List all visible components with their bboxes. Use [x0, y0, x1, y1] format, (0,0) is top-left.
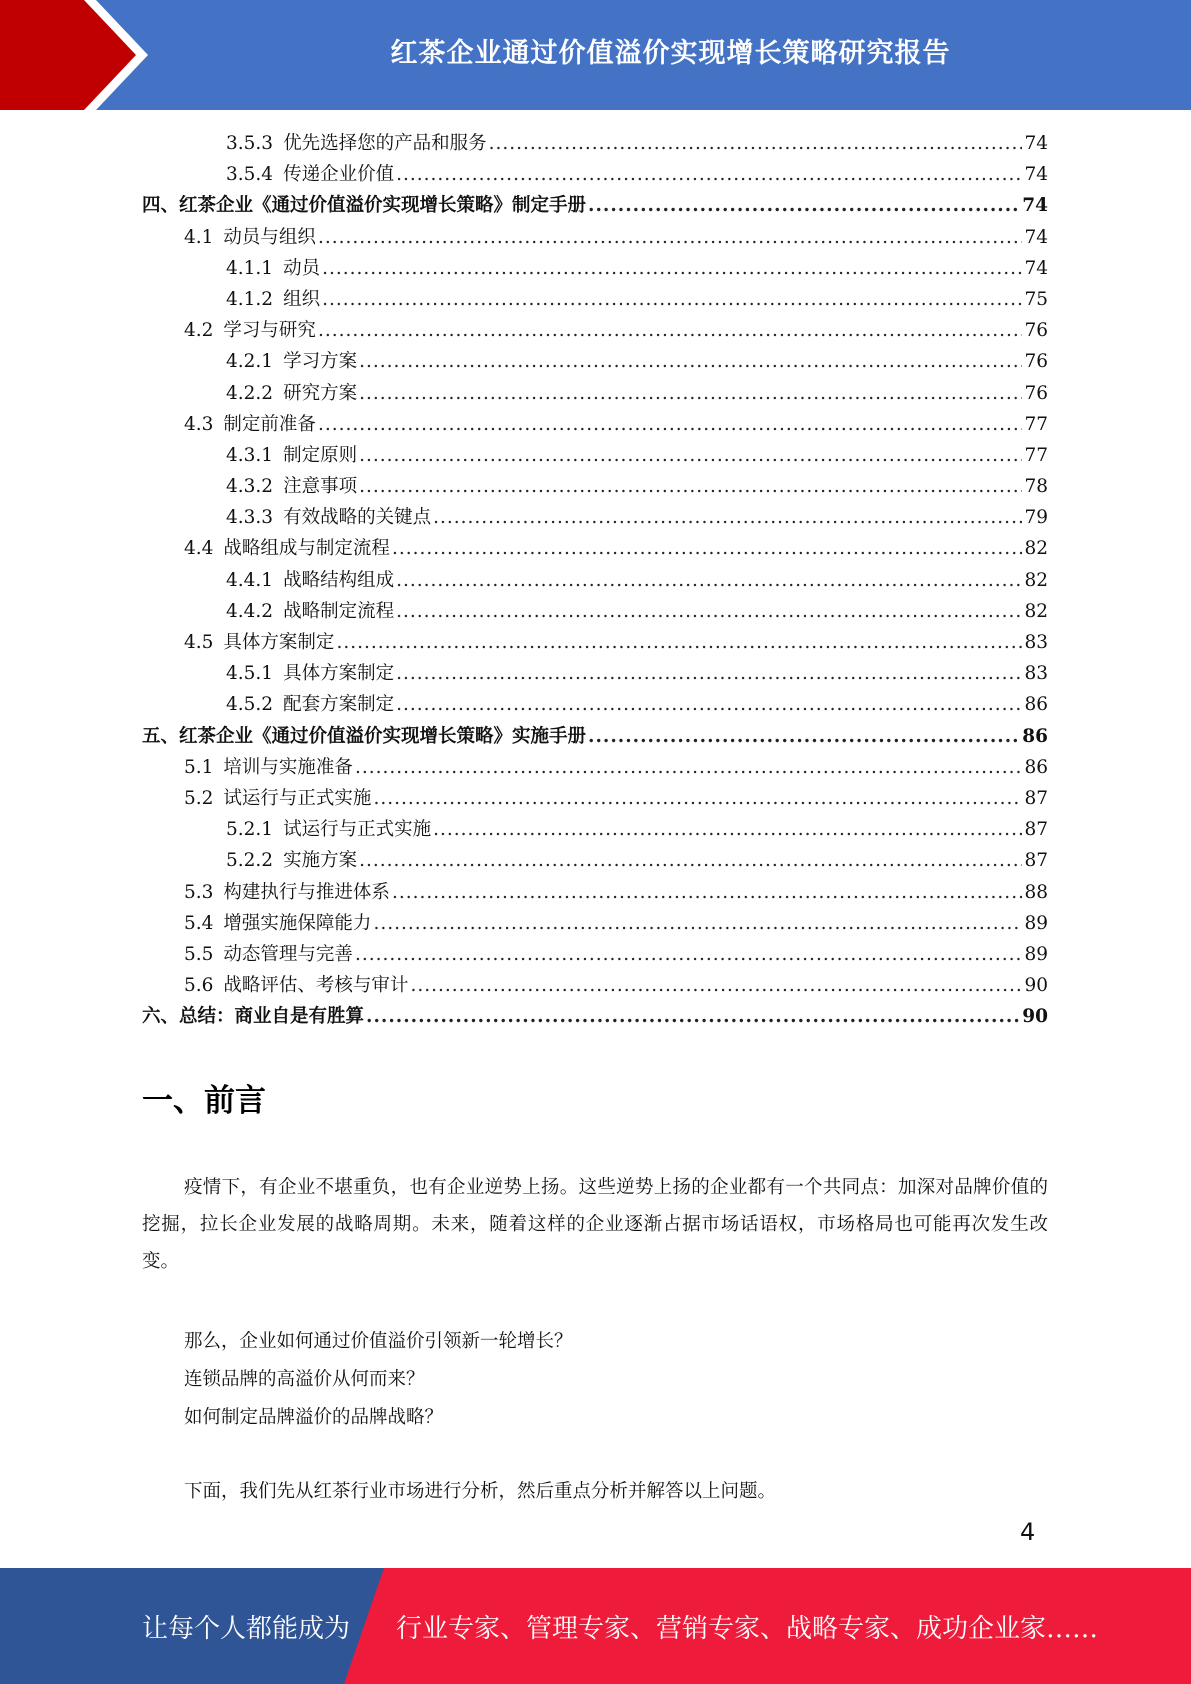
toc-entry[interactable] — [142, 190, 1048, 221]
toc-entry-page: 89 — [1024, 912, 1048, 934]
toc-entry-title: 动态管理与完善 — [223, 943, 353, 965]
toc-dot-leader — [359, 471, 1022, 502]
header-wedge-graphic — [0, 0, 160, 110]
toc-entry[interactable] — [142, 596, 1048, 627]
toc-entry-page: 79 — [1024, 507, 1048, 529]
toc-entry-title: 有效战略的关键点 — [283, 507, 432, 529]
toc-entry-title: 红茶企业《通过价值溢价实现增长策略》实施手册 — [179, 725, 587, 747]
toc-entry[interactable] — [142, 440, 1048, 471]
toc-entry-page: 75 — [1024, 288, 1048, 310]
toc-entry-title: 培训与实施准备 — [223, 756, 353, 778]
toc-dot-leader — [396, 596, 1022, 627]
toc-entry-number: 5.2.2 — [226, 850, 274, 872]
toc-dot-leader — [336, 627, 1022, 658]
toc-entry-title: 制定前准备 — [223, 413, 316, 435]
toc-entry-page: 88 — [1024, 881, 1048, 903]
toc-entry[interactable] — [142, 346, 1048, 377]
toc-entry-number: 4.1 — [184, 226, 214, 248]
toc-entry[interactable] — [142, 533, 1048, 564]
toc-dot-leader — [588, 721, 1020, 752]
toc-entry-title: 组织 — [283, 288, 321, 310]
toc-entry-page: 86 — [1022, 725, 1048, 747]
toc-entry-page: 87 — [1024, 787, 1048, 809]
toc-entry-page: 90 — [1024, 975, 1048, 997]
toc-entry-number: 4.1.1 — [226, 257, 274, 279]
toc-entry-number: 3.5.4 — [226, 164, 274, 186]
toc-entry-title: 学习与研究 — [223, 320, 316, 342]
toc-entry-number: 五、 — [142, 725, 180, 747]
toc-entry-page: 74 — [1024, 133, 1048, 154]
toc-entry-page: 86 — [1024, 694, 1048, 716]
toc-dot-leader — [359, 346, 1022, 377]
toc-entry-title: 实施方案 — [283, 850, 358, 872]
toc-entry[interactable] — [142, 908, 1048, 939]
intro-paragraph: 疫情下，有企业不堪重负，也有企业逆势上扬。这些逆势上扬的企业都有一个共同点：加深对品牌价值的挖掘，拉长企业发展的战略周期。未来，随着这样的企业逐渐占据市场话语权，市场格局也可能再次发生改变。 — [142, 1177, 1048, 1272]
toc-entry-title: 战略结构组成 — [283, 569, 395, 591]
toc-entry-title: 配套方案制定 — [283, 694, 395, 716]
toc-entry[interactable] — [142, 159, 1048, 190]
toc-entry-page: 77 — [1024, 413, 1048, 435]
section-title: 一、前言 — [142, 1083, 266, 1119]
toc-entry-page: 77 — [1024, 444, 1048, 466]
toc-dot-leader — [489, 128, 1023, 159]
toc-entry-title: 具体方案制定 — [283, 663, 395, 685]
toc-entry-number: 4.5 — [184, 632, 214, 653]
toc-entry-number: 4.3 — [184, 413, 214, 435]
toc-entry-title: 优先选择您的产品和服务 — [283, 133, 487, 154]
toc-dot-leader — [359, 440, 1022, 471]
toc-entry-page: 76 — [1024, 320, 1048, 342]
toc-dot-leader — [359, 378, 1022, 409]
toc-dot-leader — [322, 284, 1022, 315]
toc-dot-leader — [392, 877, 1023, 908]
toc-entry-page: 87 — [1024, 819, 1048, 841]
toc-entry-number: 5.6 — [184, 975, 214, 997]
toc-entry-number: 5.1 — [184, 756, 214, 778]
toc-dot-leader — [318, 409, 1023, 440]
question-item: 那么，企业如何通过价值溢价引领新一轮增长？ — [184, 1331, 573, 1352]
question-item: 连锁品牌的高溢价从何而来？ — [184, 1369, 425, 1390]
toc-entry-number: 5.3 — [184, 881, 214, 903]
toc-dot-leader — [396, 565, 1022, 596]
footer-slogan-left: 让每个人都能成为 — [142, 1613, 351, 1644]
toc-entry[interactable] — [142, 471, 1048, 502]
footer-slogan-right: 行业专家、管理专家、营销专家、战略专家、成功企业家…… — [396, 1613, 1099, 1644]
toc-entry-title: 传递企业价值 — [283, 164, 395, 186]
header-red-arrow — [0, 0, 136, 110]
toc-entry-title: 研究方案 — [283, 382, 358, 404]
toc-dot-leader — [355, 939, 1023, 970]
toc-entry[interactable] — [142, 658, 1048, 689]
toc-dot-leader — [433, 502, 1022, 533]
toc-entry-page: 86 — [1024, 756, 1048, 778]
toc-entry[interactable] — [142, 378, 1048, 409]
toc-entry[interactable] — [142, 284, 1048, 315]
toc-entry-number: 5.5 — [184, 943, 214, 965]
toc-entry-page: 74 — [1024, 257, 1048, 279]
toc-entry[interactable] — [142, 502, 1048, 533]
toc-entry-page: 78 — [1024, 476, 1048, 498]
toc-entry[interactable] — [142, 783, 1048, 814]
toc-dot-leader — [366, 1001, 1020, 1032]
toc-dot-leader — [392, 533, 1023, 564]
toc-entry-page: 74 — [1024, 226, 1048, 248]
toc-entry[interactable] — [142, 721, 1048, 752]
toc-entry-number: 4.2.2 — [226, 382, 274, 404]
toc-entry-number: 5.2 — [184, 787, 214, 809]
toc-entry-number: 4.3.1 — [226, 444, 274, 466]
toc-entry[interactable] — [142, 939, 1048, 970]
toc-entry[interactable] — [142, 253, 1048, 284]
toc-entry-page: 76 — [1024, 382, 1048, 404]
toc-entry-number: 4.3.2 — [226, 476, 274, 498]
toc-dot-leader — [373, 908, 1022, 939]
toc-dot-leader — [318, 315, 1023, 346]
toc-dot-leader — [355, 752, 1023, 783]
toc-entry-number: 3.5.3 — [226, 133, 274, 154]
toc-entry-number: 4.1.2 — [226, 288, 274, 310]
toc-entry[interactable] — [142, 970, 1048, 1001]
toc-entry[interactable] — [142, 315, 1048, 346]
toc-entry-number: 4.4.2 — [226, 600, 274, 622]
toc-entry[interactable] — [142, 565, 1048, 596]
toc-entry-number: 4.3.3 — [226, 507, 274, 529]
toc-entry[interactable] — [142, 689, 1048, 720]
toc-dot-leader — [410, 970, 1022, 1001]
toc-entry-title: 增强实施保障能力 — [223, 912, 372, 934]
header-title: 红茶企业通过价值溢价实现增长策略研究报告 — [390, 37, 951, 69]
toc-entry-title: 红茶企业《通过价值溢价实现增长策略》制定手册 — [179, 195, 587, 217]
question-list — [142, 1323, 1048, 1437]
toc-entry-page: 90 — [1022, 1006, 1048, 1028]
closing-paragraph: 下面，我们先从红茶行业市场进行分析，然后重点分析并解答以上问题。 — [184, 1481, 777, 1502]
toc-entry[interactable] — [142, 222, 1048, 253]
toc-entry-title: 战略制定流程 — [283, 600, 395, 622]
toc-entry-title: 注意事项 — [283, 476, 358, 498]
toc-entry-page: 82 — [1024, 538, 1048, 560]
toc-entry-number: 5.2.1 — [226, 819, 274, 841]
toc-dot-leader — [588, 190, 1020, 221]
toc-entry-title: 总结：商业自是有胜算 — [179, 1006, 365, 1028]
toc-entry-page: 82 — [1024, 569, 1048, 591]
toc-dot-leader — [373, 783, 1022, 814]
table-of-contents — [142, 128, 1048, 1032]
toc-entry-number: 5.4 — [184, 912, 214, 934]
page-header — [0, 0, 1191, 110]
toc-entry-title: 战略组成与制定流程 — [223, 538, 390, 560]
toc-entry-title: 动员与组织 — [223, 226, 316, 248]
toc-entry-number: 4.4 — [184, 538, 214, 560]
toc-entry[interactable] — [142, 1001, 1048, 1032]
toc-entry[interactable] — [142, 877, 1048, 908]
toc-entry[interactable] — [142, 814, 1048, 845]
toc-entry-title: 学习方案 — [283, 351, 358, 373]
toc-entry-number: 四、 — [142, 195, 180, 217]
toc-entry[interactable] — [142, 627, 1048, 658]
toc-entry[interactable] — [142, 128, 1048, 159]
toc-dot-leader — [433, 814, 1022, 845]
page-number: 4 — [1020, 1518, 1036, 1546]
toc-entry-title: 具体方案制定 — [223, 632, 335, 653]
page-footer — [0, 1568, 1191, 1684]
toc-entry-number: 4.2 — [184, 320, 214, 342]
toc-entry-page: 74 — [1024, 164, 1048, 186]
toc-dot-leader — [396, 159, 1022, 190]
toc-entry-page: 74 — [1022, 195, 1048, 217]
toc-entry-page: 87 — [1024, 850, 1048, 872]
toc-entry-number: 4.5.2 — [226, 694, 274, 716]
toc-entry-page: 83 — [1024, 663, 1048, 685]
toc-entry-title: 构建执行与推进体系 — [223, 881, 390, 903]
toc-entry[interactable] — [142, 752, 1048, 783]
toc-entry-page: 76 — [1024, 351, 1048, 373]
toc-dot-leader — [396, 658, 1022, 689]
toc-entry-title: 制定原则 — [283, 444, 358, 466]
toc-entry[interactable] — [142, 845, 1048, 876]
toc-entry-title: 试运行与正式实施 — [283, 819, 432, 841]
toc-entry-title: 战略评估、考核与审计 — [223, 975, 409, 997]
toc-entry-title: 试运行与正式实施 — [223, 787, 372, 809]
toc-entry-number: 4.2.1 — [226, 351, 274, 373]
toc-entry-number: 4.5.1 — [226, 663, 274, 685]
toc-entry-number: 4.4.1 — [226, 569, 274, 591]
toc-dot-leader — [318, 222, 1023, 253]
toc-dot-leader — [359, 845, 1022, 876]
toc-dot-leader — [322, 253, 1022, 284]
toc-entry-page: 82 — [1024, 600, 1048, 622]
question-item: 如何制定品牌溢价的品牌战略？ — [184, 1407, 444, 1428]
toc-entry-page: 83 — [1024, 632, 1048, 653]
toc-dot-leader — [396, 689, 1022, 720]
toc-entry[interactable] — [142, 409, 1048, 440]
toc-entry-number: 六、 — [142, 1006, 180, 1028]
toc-entry-title: 动员 — [283, 257, 321, 279]
toc-entry-page: 89 — [1024, 943, 1048, 965]
